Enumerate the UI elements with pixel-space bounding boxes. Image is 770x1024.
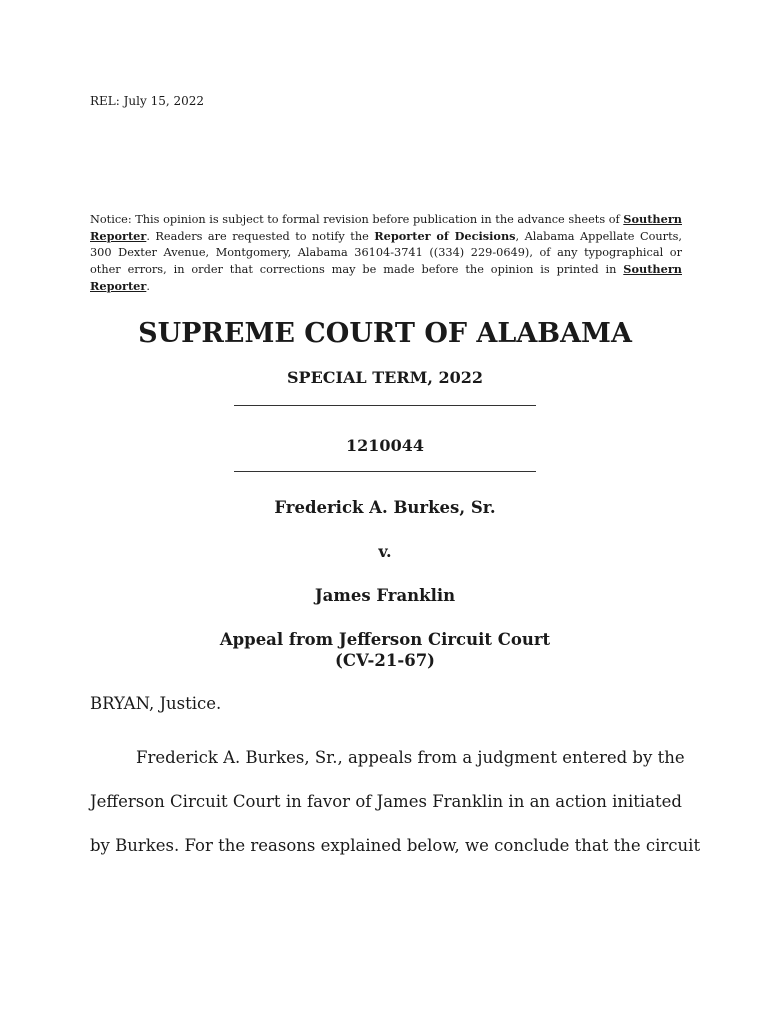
publication-notice bbox=[90, 211, 682, 295]
opinion-body bbox=[90, 736, 701, 868]
reporter-of-decisions: Reporter of Decisions bbox=[374, 229, 516, 243]
body-line: Frederick A. Burkes, Sr., appeals from a judgment entered by the bbox=[136, 748, 685, 767]
divider-rule bbox=[234, 405, 536, 406]
notice-text: . Readers are requested to notify the bbox=[146, 230, 375, 243]
body-line: by Burkes. For the reasons explained below, we conclude that the circuit bbox=[90, 836, 701, 855]
body-line: Jefferson Circuit Court in favor of James Franklin in an action initiated bbox=[90, 792, 682, 811]
docket-number: 1210044 bbox=[346, 436, 424, 455]
notice-text: , Alabama Appellate Courts, 300 Dexter Avenue, Montgomery, Alabama 36104-3741 ((334) 229-0649), of any typographical or other errors, in order that corrections may be made before the opinion is printed in bbox=[90, 230, 683, 276]
court-name: SUPREME COURT OF ALABAMA bbox=[138, 318, 632, 349]
appellee-name: James Franklin bbox=[314, 586, 456, 605]
case-number: (CV-21-67) bbox=[335, 651, 435, 670]
opinion-author: BRYAN, Justice. bbox=[90, 694, 222, 713]
notice-text: . bbox=[146, 280, 150, 293]
versus: v. bbox=[378, 542, 392, 561]
appellant-name: Frederick A. Burkes, Sr. bbox=[274, 498, 496, 517]
appeal-origin bbox=[0, 629, 770, 671]
appeal-court: Appeal from Jefferson Circuit Court bbox=[219, 630, 551, 649]
southern-reporter-ref: Southern Reporter bbox=[90, 262, 682, 293]
release-date: REL: July 15, 2022 bbox=[90, 94, 205, 108]
court-term: SPECIAL TERM, 2022 bbox=[286, 368, 483, 387]
divider-rule bbox=[234, 471, 536, 472]
notice-text: Notice: This opinion is subject to formal revision before publication in the advance sheets of bbox=[90, 213, 624, 226]
southern-reporter-ref: Southern Reporter bbox=[90, 212, 682, 243]
